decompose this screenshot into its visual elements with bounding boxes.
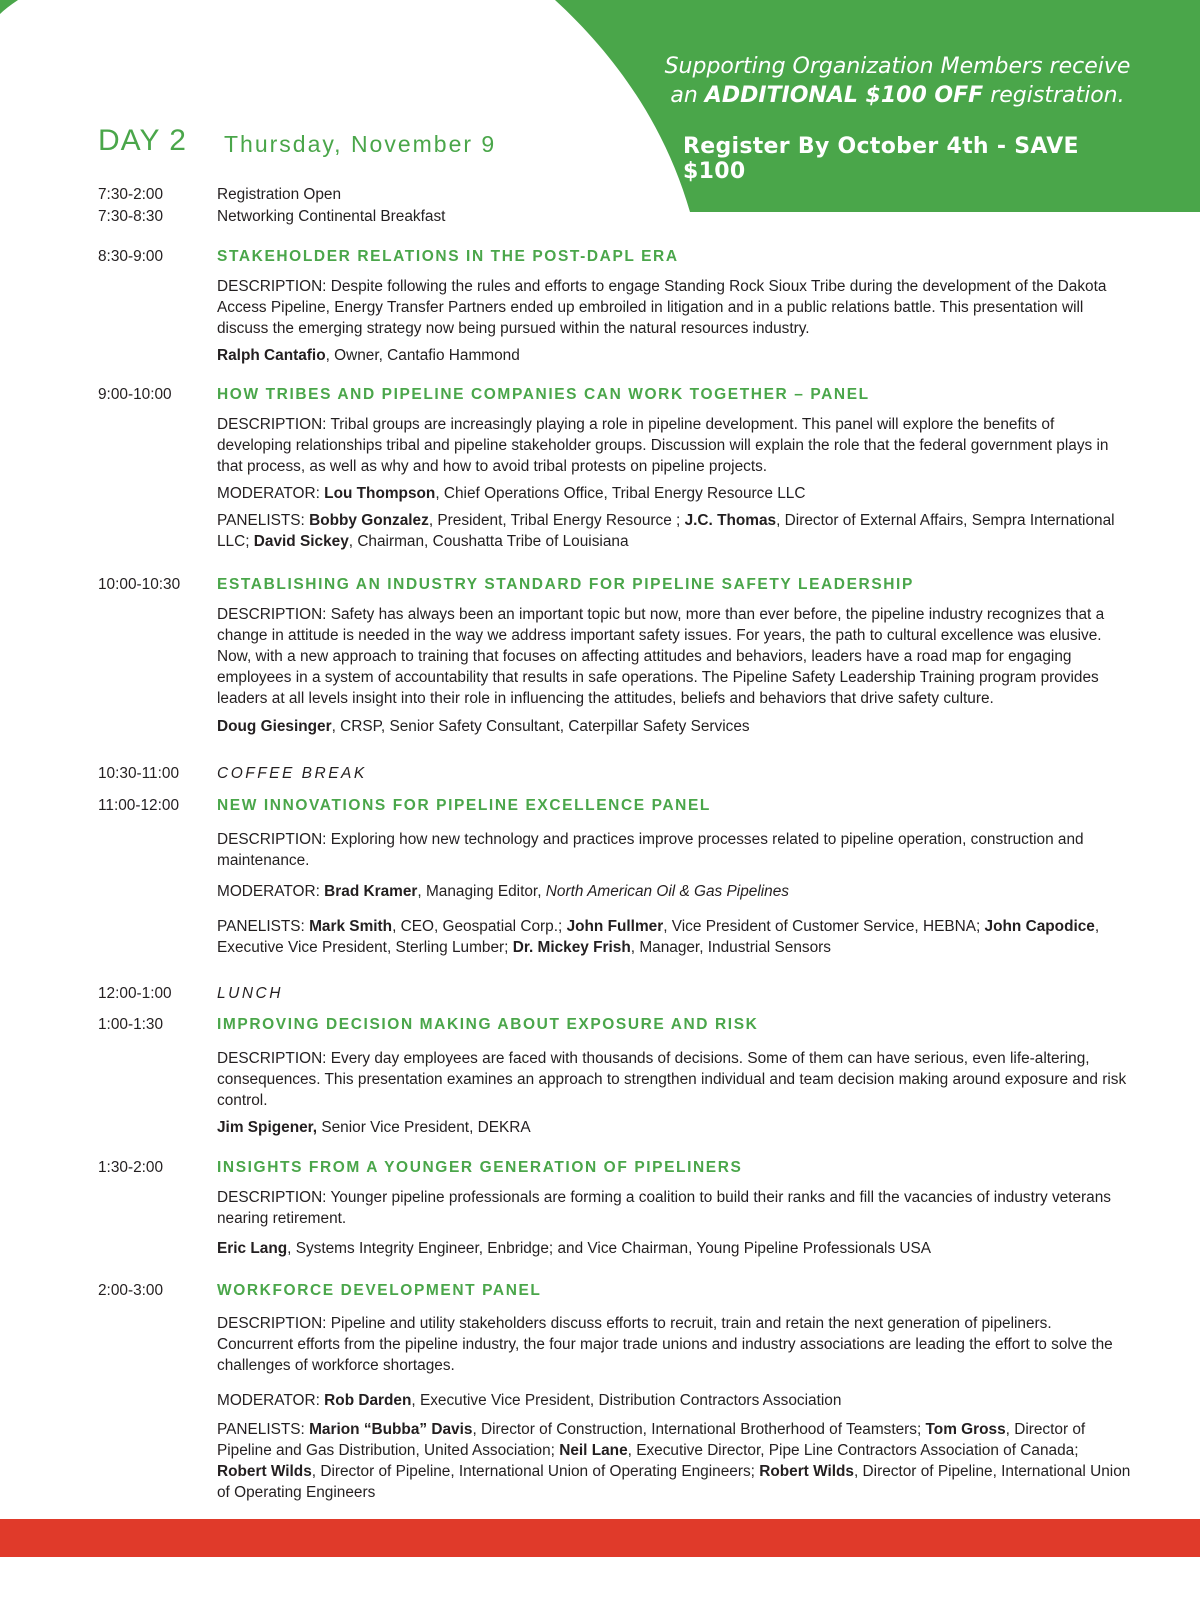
panelist-name: J.C. Thomas (684, 512, 777, 529)
speaker-name: Doug Giesinger (217, 718, 332, 735)
session-description: DESCRIPTION: Exploring how new technology and practices improve processes related to pipeline operation, construction and maintenance. (217, 831, 1084, 869)
panelist-name: Mark Smith (309, 918, 393, 935)
session-moderator (217, 881, 1132, 902)
speaker-name: Eric Lang (217, 1240, 288, 1257)
panelist-role: , Executive Vice President, Sterling Lumber; (217, 918, 1100, 956)
panelist-name: Robert Wilds (759, 1463, 854, 1480)
member-discount-promo (625, 52, 1170, 110)
day-date: Thursday, November 9 (224, 131, 497, 157)
footer-red-bar (0, 1519, 1200, 1557)
agenda-time: 2:00-3:00 (98, 1282, 164, 1299)
agenda-time: 10:00-10:30 (98, 576, 181, 593)
agenda-time: 1:00-1:30 (98, 1016, 164, 1033)
session-title: INSIGHTS FROM A YOUNGER GENERATION OF PIPELINERS (217, 1159, 743, 1176)
promo-discount: ADDITIONAL $100 OFF (704, 83, 984, 108)
agenda-time: 8:30-9:00 (98, 248, 164, 265)
session-moderator (217, 483, 1132, 504)
session-description: DESCRIPTION: Despite following the rules and efforts to engage Standing Rock Sioux Tribe during the development of the Dakota Access Pipeline, Energy Transfer Partners ended up embroiled in litigation and in a public relations battle. This presentation will discuss the emerging strategy now being pursued within the natural resources industry. (217, 278, 1107, 337)
panelist-name: Neil Lane (559, 1442, 628, 1459)
panelist-name: Robert Wilds (217, 1463, 312, 1480)
session-panelists (217, 1419, 1132, 1503)
panelist-role: , Executive Director, Pipe Line Contractors Association of Canada; (627, 1442, 1079, 1459)
panelist-role: , President, Tribal Energy Resource ; (428, 512, 685, 529)
session-title: STAKEHOLDER RELATIONS IN THE POST-DAPL ERA (217, 248, 679, 265)
panelist-name: Dr. Mickey Frish (512, 939, 631, 956)
panelist-role: , Vice President of Customer Service, HEBNA; (663, 918, 985, 935)
moderator-role: , Chief Operations Office, Tribal Energy Resource LLC (435, 485, 806, 502)
panelist-role: , Manager, Industrial Sensors (630, 939, 831, 956)
agenda-time: 11:00-12:00 (98, 797, 180, 814)
speaker-role: , Systems Integrity Engineer, Enbridge; and Vice Chairman, Young Pipeline Professionals USA (287, 1240, 932, 1257)
panelist-name: John Capodice (984, 918, 1095, 935)
green-corner-shape (0, 0, 18, 14)
moderator-label: MODERATOR: (217, 883, 325, 900)
moderator-label: MODERATOR: (217, 485, 325, 502)
session-description: DESCRIPTION: Pipeline and utility stakeholders discuss efforts to recruit, train and retain the next generation of pipeliners. Concurrent efforts from the pipeline industry, the four major trade unions and industry associations are leading the effort to solve the challenges of workforce shortages. (217, 1315, 1113, 1374)
publication-name: North American Oil & Gas Pipelines (545, 883, 789, 900)
moderator-label: MODERATOR: (217, 1392, 325, 1409)
speaker-name: Ralph Cantafio (217, 347, 326, 364)
panelists-label: PANELISTS: (217, 512, 310, 529)
session-panelists (217, 510, 1132, 552)
panelist-name: Bobby Gonzalez (309, 512, 429, 529)
panelist-role: , Chairman, Coushatta Tribe of Louisiana (348, 533, 629, 550)
panelist-role: , Director of Pipeline and Gas Distribution, United Association; (217, 1421, 1086, 1459)
session-panelists (217, 916, 1132, 958)
session-description: DESCRIPTION: Tribal groups are increasingly playing a role in pipeline development. This panel will explore the benefits of developing relationships tribal and pipeline stakeholder groups. Discussion will explain the role that the federal government plays in that process, as well as why and how to avoid tribal protests on pipeline projects. (217, 416, 1109, 475)
agenda-time: 10:30-11:00 (98, 765, 180, 782)
promo-text: registration. (983, 83, 1125, 108)
moderator-role: , Executive Vice President, Distribution Contractors Association (411, 1392, 842, 1409)
speaker-name: Jim Spigener, (217, 1119, 318, 1136)
session-description: DESCRIPTION: Every day employees are faced with thousands of decisions. Some of them can have serious, even life-altering, consequences. This presentation examines an approach to strengthen individual and team decision making around exposure and risk control. (217, 1050, 1127, 1109)
agenda-time: 12:00-1:00 (98, 985, 172, 1002)
panelist-role: , CEO, Geospatial Corp.; (392, 918, 567, 935)
moderator-name: Brad Kramer (324, 883, 418, 900)
session-title: ESTABLISHING AN INDUSTRY STANDARD FOR PIPELINE SAFETY LEADERSHIP (217, 576, 914, 593)
panelist-role: , Director of Pipeline, International Union of Operating Engineers (217, 1463, 1131, 1501)
session-title: HOW TRIBES AND PIPELINE COMPANIES CAN WORK TOGETHER – PANEL (217, 386, 870, 403)
session-title: IMPROVING DECISION MAKING ABOUT EXPOSURE AND RISK (217, 1016, 759, 1033)
promo-line-2 (625, 81, 1170, 110)
session-speaker (217, 1117, 1132, 1138)
session-title: WORKFORCE DEVELOPMENT PANEL (217, 1282, 542, 1299)
promo-text: an (670, 83, 705, 108)
moderator-name: Rob Darden (324, 1392, 412, 1409)
session-title: NEW INNOVATIONS FOR PIPELINE EXCELLENCE PANEL (217, 797, 711, 814)
moderator-name: Lou Thompson (324, 485, 436, 502)
panelist-role: , Director of Pipeline, International Union of Operating Engineers; (311, 1463, 760, 1480)
panelist-name: David Sickey (253, 533, 349, 550)
agenda-text: Networking Continental Breakfast (217, 208, 446, 225)
agenda-time: 1:30-2:00 (98, 1159, 164, 1176)
panelist-name: John Fullmer (566, 918, 664, 935)
speaker-role: Senior Vice President, DEKRA (317, 1119, 531, 1136)
break-label: COFFEE BREAK (217, 765, 367, 782)
register-deadline: Register By October 4th - SAVE $100 (683, 134, 1079, 184)
session-speaker (217, 345, 1132, 366)
moderator-role: , Managing Editor, (417, 883, 546, 900)
speaker-role: , CRSP, Senior Safety Consultant, Caterpillar Safety Services (331, 718, 750, 735)
panelist-name: Tom Gross (925, 1421, 1006, 1438)
break-label: LUNCH (217, 985, 283, 1002)
panelist-role: , Director of External Affairs, Sempra International LLC; (217, 512, 1115, 550)
promo-line-1: Supporting Organization Members receive (664, 54, 1131, 79)
session-moderator (217, 1390, 1132, 1411)
day-label: DAY 2 (98, 124, 187, 157)
panelists-label: PANELISTS: (217, 918, 310, 935)
panelist-role: , Director of Construction, International Brotherhood of Teamsters; (472, 1421, 926, 1438)
session-speaker (217, 1238, 1132, 1259)
agenda-time: 7:30-2:00 (98, 186, 164, 203)
panelist-name: Marion “Bubba” Davis (309, 1421, 473, 1438)
agenda-time: 9:00-10:00 (98, 386, 172, 403)
session-description: DESCRIPTION: Safety has always been an important topic but now, more than ever before, the pipeline industry recognizes that a change in attitude is needed in the way we address important safety issues. For years, the path to cultural excellence was elusive. Now, with a new approach to training that focuses on affecting attitudes and behaviors, leaders have a road map for engaging employees in a system of accountability that results in safe operations. The Pipeline Safety Leadership Training program provides leaders at all levels insight into their role in influencing the attitudes, beliefs and behaviors that drive safety culture. (217, 606, 1105, 707)
session-speaker (217, 716, 1132, 737)
agenda-text: Registration Open (217, 186, 342, 203)
agenda-time: 7:30-8:30 (98, 208, 164, 225)
speaker-role: , Owner, Cantafio Hammond (325, 347, 520, 364)
panelists-label: PANELISTS: (217, 1421, 310, 1438)
session-description: DESCRIPTION: Younger pipeline professionals are forming a coalition to build their ranks and fill the vacancies of industry veterans nearing retirement. (217, 1189, 1111, 1227)
